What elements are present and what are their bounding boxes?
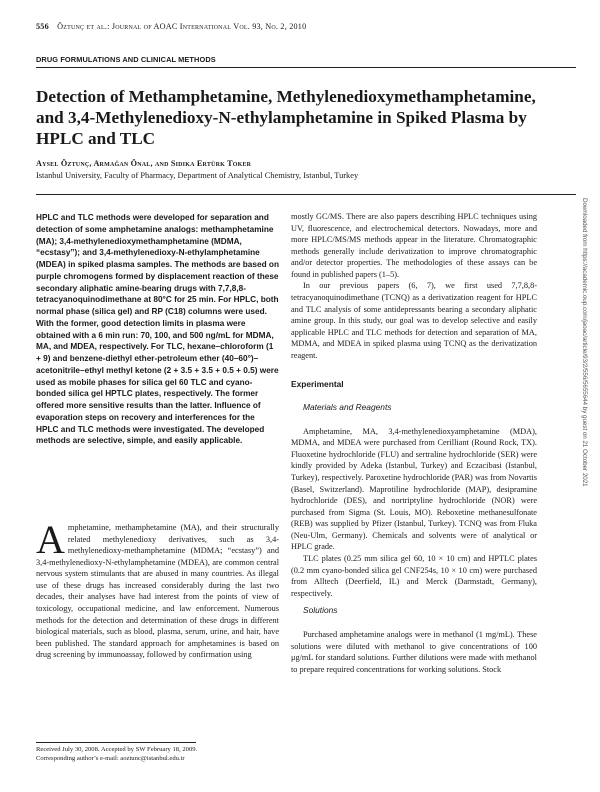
header-divider: [36, 194, 576, 195]
running-header: [36, 22, 306, 31]
section-divider: [36, 67, 576, 68]
received-date: Received July 30, 2008. Accepted by SW February 18, 2009.: [36, 746, 198, 753]
page-number: 556: [36, 22, 49, 31]
heading-materials: Materials and Reagents: [303, 402, 392, 413]
journal-citation: Öztunç et al.: Journal of AOAC International Vol. 93, No. 2, 2010: [57, 22, 307, 31]
heading-experimental: Experimental: [291, 378, 344, 389]
body-paragraph-2: In our previous papers (6, 7), we first used 7,7,8,8-tetracyanoquinodimethane (TCNQ) as a derivatization reagent for HPLC and TLC analysis of some antidepressants bearing a secondary aliphatic amine group. In this study, our goal was to develop selective and easily applicable HPLC and TLC methods for detection and separation of MA, MDMA, and MDEA in spiked plasma using TCNQ as the derivatization reagent.: [291, 281, 537, 360]
footnote-divider: [36, 742, 196, 743]
corresponding-author: Corresponding author’s e-mail: aoztunc@istanbul.edu.tr: [36, 755, 185, 762]
body-paragraph-1: mostly GC/MS. There are also papers describing HPLC techniques using UV, fluorescence, and electrochemical detectors. Nowadays, more and more HPLC/MS/MS methods appear in the literature. Chromatographic methods generally include derivatization to improve chromatographic and/or detector properties. The methodologies of these assays can be found in published papers (1–5).: [291, 212, 537, 279]
affiliation: Istanbul University, Faculty of Pharmacy, Department of Analytical Chemistry, Istanbul, Turkey: [36, 171, 359, 180]
abstract: [36, 212, 279, 447]
heading-solutions: Solutions: [303, 605, 338, 616]
article-title: Detection of Methamphetamine, Methylenedioxymethamphetamine, and 3,4-Methylenedioxy-N-ethylamphetamine in Spiked Plasma by HPLC and TLC: [36, 87, 536, 148]
intro-paragraph: [36, 517, 279, 661]
download-watermark[interactable]: Downloaded from https://academic.oup.com/jaoac/article/93/2/556/5655644 by guest on 21 October 2021: [581, 198, 588, 487]
author-list: Aysel Öztunç, Armağan Önal, and Sıdıka Ertürk Toker: [36, 159, 252, 168]
body-paragraph-5: Purchased amphetamine analogs were in methanol (1 mg/mL). These solutions were diluted with methanol to give concentrations of 100 μg/mL for standard solutions. Further dilutions were made with methanol to prepare required concentrations for working solutions. Stock: [291, 629, 537, 674]
body-paragraph-3: Amphetamine, MA, 3,4-methylenedioxyamphetamine (MDA), MDMA, and MDEA were purchased from Cerilliant (Round Rock, TX). Fluoxetine hydrochloride (FLU) and sertraline hydrochloride (SER) were kindly provided by Adeka (Istanbul, Turkey) and Eczacibasi (Istanbul, Turkey), respectively. Paroxetine hydrochloride (PAR) was from Novartis (Basel, Switzerland). Maprotiline hydrochloride (MAP), desipramine hydrochloride (DES), and nortriptyline hydrochloride (NOR) were purchased from Sigma (St. Louis, MO). Reboxetine methanesulfonate (REB) was supplied by Pfizer (Istanbul, Turkey). TCNQ was from Fluka (Neu-Ulm, Germany). Chemicals and solvents were of analytical or HPLC grade.: [291, 426, 537, 552]
intro-text: mphetamine, methamphetamine (MA), and their structurally related methylenedioxy derivatives, such as 3,4-methylenedioxy-methamphetamine (MDMA; “ecstasy”) and 3,4-methylenedioxy-N-ethylamphetamine (MDEA), are common central nervous system stimulants that are abused in many countries. As illegal use of these drugs has increased considerably during the last two decades, their analyses have had interest from the points of view of toxicology, occupational medicine, and law enforcement. Numerous methods for the detection and determination of these drugs in different biological materials, such as blood, plasma, serum, urine, and hair, have been published. The standard approach for amphetamines is based on drug screening by immunoassay, followed by confirmation using: [36, 523, 279, 660]
footnote: [36, 745, 197, 763]
body-paragraph-4: TLC plates (0.25 mm silica gel 60, 10 × 10 cm) and HPTLC plates (0.2 mm cyano-bonded silica gel CNF254s, 10 × 10 cm) were purchased from Alltech (Deerfield, IL) and Merck (Darmstadt, Germany), respectively.: [291, 554, 537, 598]
drop-cap: A: [36, 517, 65, 562]
abstract-text: HPLC and TLC methods were developed for separation and detection of some amphetamine analogs: methamphetamine (MA); 3,4-methylenedioxymethamphetamine (MDMA, “ecstasy”); and 3,4-methylenedioxy-N-ethylamphetamine (MDEA) in spiked plasma samples. The methods are based on purple chromogens formed by displacement reaction of these secondary aliphatic amine-bearing drugs with 7,7,8,8-tetracyanoquinodimethane at 80°C for 25 min. For HPLC, both normal phase (silica gel) and RP (C18) columns were used. With the former, good detection limits in plasma were obtained with a 6 min run: 70, 100, and 500 ng/mL for MDMA, MA, and MDEA, respectively. For TLC, hexane–chloroform (1 + 9) and benzene-diethyl ether-petroleum ether (40–60°)–acetonitrile–ethyl methyl ketone (2 + 3.5 + 3.5 + 0.5 + 0.5) were used as mobile phases for silica gel 60 TLC and cyano-bonded silica gel HPTLC plates, respectively. The former offered more sensitive results than the latter. Influence of evaporation steps on recovery and interferences for the HPLC and TLC methods were investigated. The developed methods are selective, simple, and easily applicable.: [36, 213, 279, 446]
right-column: [291, 211, 537, 675]
section-label: DRUG FORMULATIONS AND CLINICAL METHODS: [36, 55, 216, 64]
